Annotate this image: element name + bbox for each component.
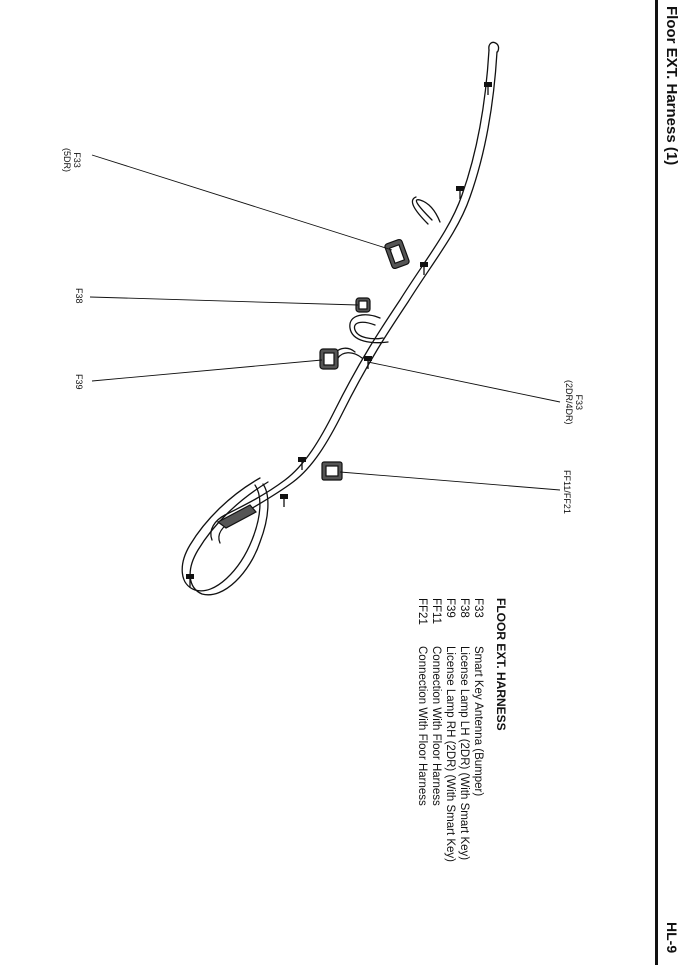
callout-f33-2dr-4dr xyxy=(564,380,584,425)
callout-f39-code: F39 xyxy=(74,374,84,390)
legend-code: F33 xyxy=(472,598,484,618)
legend-description: License Lamp LH (2DR) (With Smart Key) xyxy=(458,646,470,861)
leader-f38 xyxy=(90,297,358,305)
callout-ff11-ff21 xyxy=(562,470,572,514)
clip-4 xyxy=(364,356,372,361)
clip-5 xyxy=(298,457,306,462)
legend-title: FLOOR EXT. HARNESS xyxy=(494,598,508,731)
legend-code: F39 xyxy=(444,598,456,618)
callout-ff11-ff21-code: FF11/FF21 xyxy=(562,470,572,514)
harness-trunk-outer xyxy=(225,50,489,515)
harness-side-hook xyxy=(416,200,440,222)
clip-3 xyxy=(420,262,428,267)
legend-item xyxy=(458,598,470,860)
harness-top-hook xyxy=(489,42,499,52)
leader-f39 xyxy=(92,360,322,381)
callout-f38 xyxy=(74,288,84,304)
harness-f39-branch xyxy=(336,348,355,352)
harness-f38-branch xyxy=(354,322,383,338)
clip-1 xyxy=(484,82,492,87)
legend-code: FF21 xyxy=(416,598,428,625)
leader-f33-5dr xyxy=(92,155,392,250)
callout-f33-5dr-code: F33 xyxy=(72,152,82,168)
legend-code: F38 xyxy=(458,598,470,618)
leader-ff11 xyxy=(340,472,560,490)
clip-7 xyxy=(186,574,194,579)
callout-f33-5dr-variant: (5DR) xyxy=(62,148,72,172)
legend-description: Connection With Floor Harness xyxy=(416,646,428,806)
harness-trunk-inner xyxy=(233,52,497,520)
clip-6 xyxy=(280,494,288,499)
page-title: Floor EXT. Harness (1) xyxy=(663,6,680,166)
callout-f33-5dr xyxy=(62,148,82,172)
leader-f33-2dr xyxy=(368,362,560,402)
legend-item xyxy=(430,598,442,806)
legend-item xyxy=(416,598,428,806)
callout-f38-code: F38 xyxy=(74,288,84,304)
legend-code: FF11 xyxy=(430,598,442,624)
callout-f33-2dr-variant: (2DR/4DR) xyxy=(564,380,574,425)
legend-description: License Lamp RH (2DR) (With Smart Key) xyxy=(444,646,456,862)
callout-f39 xyxy=(74,374,84,390)
legend-item xyxy=(444,598,456,862)
callout-f33-2dr-code: F33 xyxy=(574,394,584,411)
legend-description: Connection With Floor Harness xyxy=(430,646,442,806)
legend-description: Smart Key Antenna (Bumper) xyxy=(472,646,484,797)
legend xyxy=(404,598,508,862)
clip-2 xyxy=(456,186,464,191)
legend-item xyxy=(472,598,484,796)
page-number: HL-9 xyxy=(664,922,680,954)
